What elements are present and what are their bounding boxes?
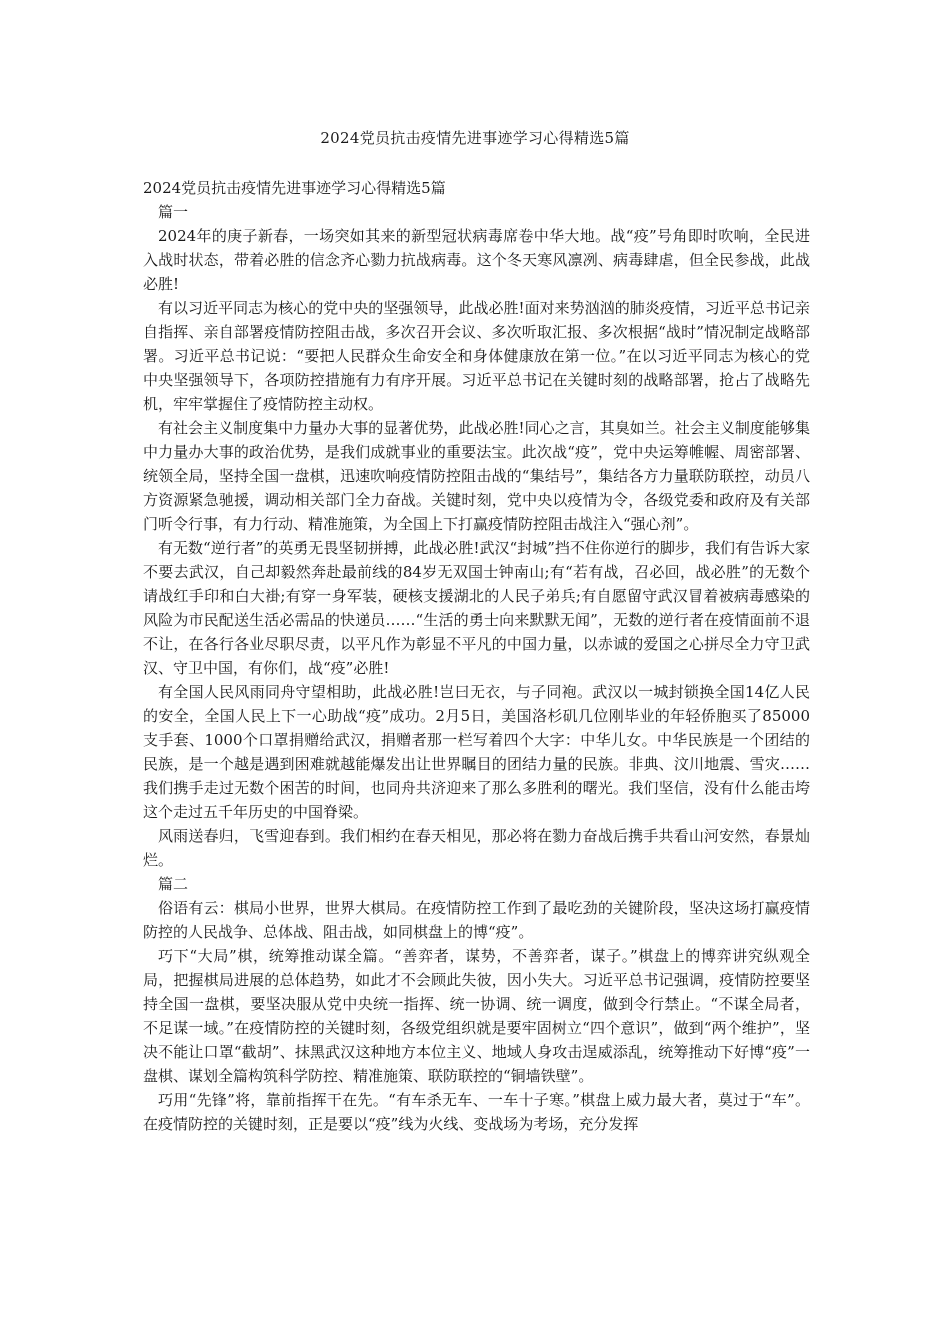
paragraph: 有以习近平同志为核心的党中央的坚强领导，此战必胜!面对来势汹汹的肺炎疫情，习近平总书记亲自指挥、亲自部署疫情防控阻击战，多次召开会议、多次听取汇报、多次根据“战时”情况制定战略部署。习近平总书记说：“要把人民群众生命安全和身体健康放在第一位。”在以习近平同志为核心的党中央坚强领导下，各项防控措施有力有序开展。习近平总书记在关键时刻的战略部署，抢占了战略先机，牢牢掌握住了疫情防控主动权。 <box>143 299 810 413</box>
paragraph: 巧用“先锋”将，靠前指挥干在先。“有车杀无车、一车十子寒。”棋盘上威力最大者，莫过于“车”。在疫情防控的关键时刻，正是要以“疫”线为火线、变战场为考场，充分发挥 <box>143 1091 810 1133</box>
document-title: 2024党员抗击疫情先进事迹学习心得精选5篇 <box>320 129 630 147</box>
section-label: 篇一 <box>158 203 189 221</box>
paragraph: 有无数“逆行者”的英勇无畏坚韧拼搏，此战必胜!武汉“封城”挡不住你逆行的脚步，我们有告诉大家不要去武汉，自己却毅然奔赴最前线的84岁无双国士钟南山;有“若有战，召必回，战必胜”的无数个请战红手印和白大褂;有穿一身军装，硬核支援湖北的人民子弟兵;有自愿留守武汉冒着被病毒感染的风险为市民配送生活必需品的快递员……“生活的勇士向来默默无闻”，无数的逆行者在疫情面前不退不让，在各行各业尽职尽责，以平凡作为彰显不平凡的中国力量，以赤诚的爱国之心拼尽全力守卫武汉、守卫中国，有你们，战“疫”必胜! <box>143 539 810 677</box>
paragraph: 2024年的庚子新春，一场突如其来的新型冠状病毒席卷中华大地。战“疫”号角即时吹响，全民进入战时状态，带着必胜的信念齐心勠力抗战病毒。这个冬天寒风凛冽、病毒肆虐，但全民参战，此战必胜! <box>143 227 810 293</box>
document-body <box>143 176 810 1136</box>
paragraph: 风雨送春归，飞雪迎春到。我们相约在春天相见，那必将在勠力奋战后携手共看山河安然，春景灿烂。 <box>143 827 810 869</box>
section-label: 篇二 <box>158 875 189 893</box>
paragraph: 巧下“大局”棋，统筹推动谋全篇。“善弈者，谋势，不善弈者，谋子。”棋盘上的博弈讲究纵观全局，把握棋局进展的总体趋势，如此才不会顾此失彼，因小失大。习近平总书记强调，疫情防控要坚持全国一盘棋，要坚决服从党中央统一指挥、统一协调、统一调度，做到令行禁止。“不谋全局者，不足谋一域。”在疫情防控的关键时刻，各级党组织就是要牢固树立“四个意识”，做到“两个维护”，坚决不能让口罩“截胡”、抹黑武汉这种地方本位主义、地域人身攻击逞威添乱，统筹推动下好博“疫”一盘棋、谋划全篇构筑科学防控、精准施策、联防联控的“铜墙铁壁”。 <box>143 947 810 1085</box>
document-subtitle: 2024党员抗击疫情先进事迹学习心得精选5篇 <box>143 179 446 197</box>
paragraph: 有全国人民风雨同舟守望相助，此战必胜!岂曰无衣，与子同袍。武汉以一城封锁换全国14亿人民的安全，全国人民上下一心助战“疫”成功。2月5日，美国洛杉矶几位刚毕业的年轻侨胞买了85000支手套、1000个口罩捐赠给武汉，捐赠者那一栏写着四个大字：中华儿女。中华民族是一个团结的民族，是一个越是遇到困难就越能爆发出让世界瞩目的团结力量的民族。非典、汶川地震、雪灾……我们携手走过无数个困苦的时间，也同舟共济迎来了那么多胜利的曙光。我们坚信，没有什么能击垮这个走过五千年历史的中国脊梁。 <box>143 683 810 821</box>
paragraph: 有社会主义制度集中力量办大事的显著优势，此战必胜!同心之言，其臭如兰。社会主义制度能够集中力量办大事的政治优势，是我们成就事业的重要法宝。此次战“疫”，党中央运筹帷幄、周密部署、统领全局，坚持全国一盘棋，迅速吹响疫情防控阻击战的“集结号”，集结各方力量联防联控，动员八方资源紧急驰援，调动相关部门全力奋战。关键时刻，党中央以疫情为令，各级党委和政府及有关部门听令行事，有力行动、精准施策，为全国上下打赢疫情防控阻击战注入“强心剂”。 <box>143 419 810 533</box>
paragraph: 俗语有云：棋局小世界，世界大棋局。在疫情防控工作到了最吃劲的关键阶段，坚决这场打赢疫情防控的人民战争、总体战、阻击战，如同棋盘上的博“疫”。 <box>143 899 810 941</box>
